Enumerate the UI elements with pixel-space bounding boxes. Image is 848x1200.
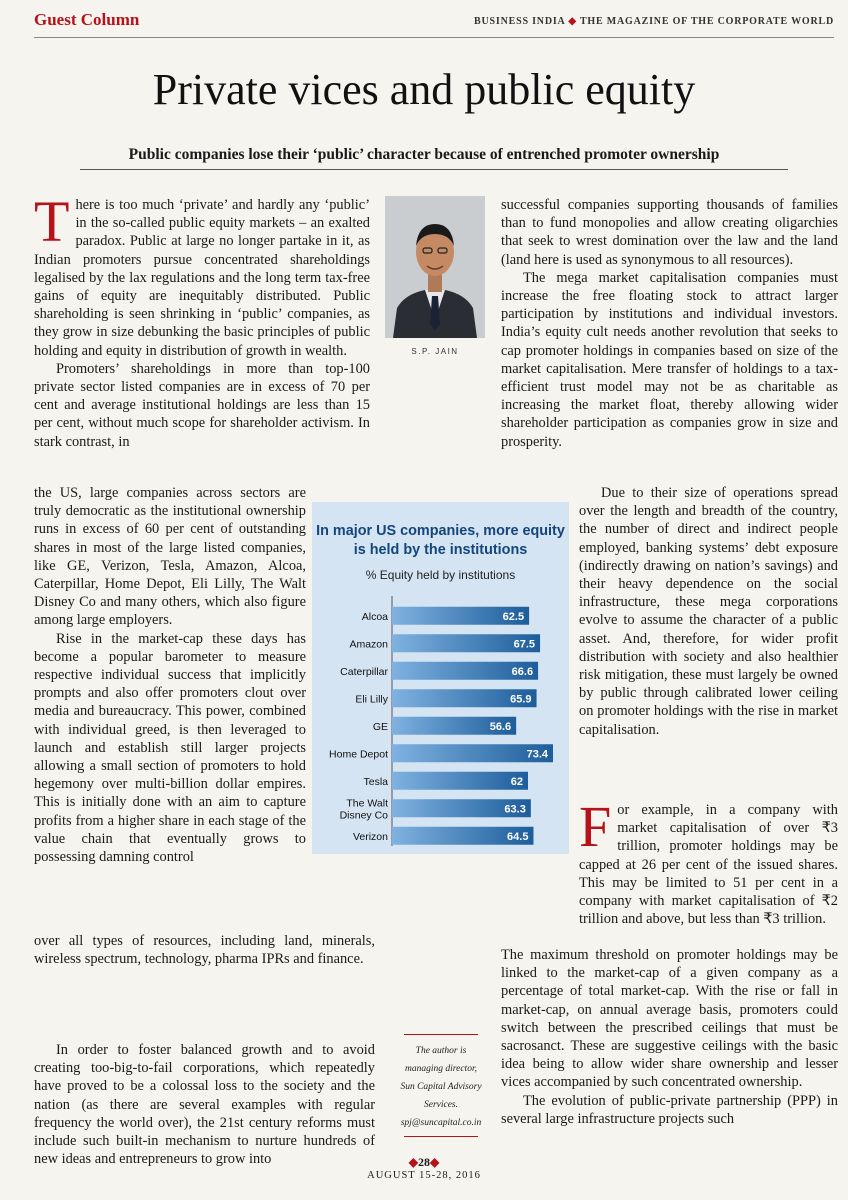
body-paragraph: In order to foster balanced growth and to avoid creating too-big-to-fail corporations, which repeatedly have proved to be a colossal loss to the society and the nation (as there are several examples with regular frequency the world over), the 21st century reforms must include such built-in mechanism to nurture hundreds of new ideas and entrepreneurs to grow into xyxy=(34,1042,375,1168)
chart-value-label: 65.9 xyxy=(510,693,532,706)
chart-category-label: Alcoa xyxy=(361,610,388,623)
author-note-line: managing director, xyxy=(405,1064,477,1074)
header-rule xyxy=(34,37,834,38)
masthead xyxy=(474,16,834,27)
chart-category-label: Tesla xyxy=(363,775,388,788)
author-note xyxy=(390,1042,492,1132)
chart-title: In major US companies, more equity is held by the institutions xyxy=(316,523,565,558)
chart-value-label: 64.5 xyxy=(507,830,529,843)
body-paragraph: or example, in a company with market capitalisation of over ₹3 trillion, promoter holdings may be capped at 26 per cent of the issued shares. This may be limited to 51 per cent in a company with market capitalisation of ₹2 trillion and above, but less than ₹3 trillion. xyxy=(579,802,838,928)
chart-value-label: 62 xyxy=(510,775,523,788)
body-paragraph: Due to their size of operations spread over the length and breadth of the country, the number of direct and indirect people employed, banking systems’ debt exposure (indirectly drawing on nation’s savings) and their heavy dependence on the social infrastructure, these mega corporations evolve to assume the character of a public asset. And, therefore, for wider profit distribution with society and also healthier risk mitigation, these must largely be owned by public through calibrated lower ceiling on promoter holdings with the rise in market capitalisation. xyxy=(579,485,838,738)
chart-category-label: Amazon xyxy=(349,638,388,651)
author-note-rule-top xyxy=(404,1034,478,1035)
chart-value-label: 66.6 xyxy=(511,665,534,678)
chart-category-label: GE xyxy=(372,720,388,733)
body-paragraph: The evolution of public-private partnership (PPP) in several large infrastructure projects such xyxy=(501,1092,838,1127)
chart-value-label: 67.5 xyxy=(513,638,536,651)
folio-marker-right: ◆ xyxy=(430,1155,440,1169)
body-paragraph: The mega market capitalisation companies must increase the free floating stock to attract larger participation by institutions and individual investors. India’s equity cult needs another revolution that seeks to cap promoter holdings in companies based on size of the market capitalisation. Mere transfer of holdings to a tax-efficient trust model may not be as charitable as increasing the market float, thereby allowing wider shareholder participation as companies grow in size and prosperity. xyxy=(501,269,838,450)
section-label: Guest Column xyxy=(34,10,140,29)
body-paragraph: The maximum threshold on promoter holdings may be linked to the market-cap of a given company as a percentage of total market-cap. With the rise or fall in market-cap, on annual average basis, promoters could switch between the prescribed ceilings that must be sacrosanct. These are suggestive ceilings with the basic idea being to allow wider share ownership and lesser vices accompanied by such concentrated ownership. xyxy=(501,947,838,1091)
photo-caption: S.P. JAIN xyxy=(411,347,459,356)
deck-rule xyxy=(80,169,788,170)
chart-category-label: Disney Co xyxy=(339,809,388,822)
page-number-value: 28 xyxy=(418,1155,430,1169)
author-note-line: Sun Capital Advisory xyxy=(400,1082,482,1092)
publication-tagline: THE MAGAZINE OF THE CORPORATE WORLD xyxy=(579,16,834,27)
body-column-right-bottom xyxy=(501,946,838,1128)
author-note-line: The author is xyxy=(415,1046,467,1056)
author-portrait-image xyxy=(385,196,485,338)
drop-cap: F xyxy=(579,794,612,859)
chart-value-label: 62.5 xyxy=(502,610,525,623)
body-column-left-top xyxy=(34,189,370,451)
chart-category-label: Eli Lilly xyxy=(355,693,388,706)
body-paragraph: successful companies supporting thousands of families than to fund monopolies and allow creating oligarchies that seek to wrest domination over the law and the land (land here is used as synonymous to all resources). xyxy=(501,197,838,268)
body-column-right-top xyxy=(501,196,838,451)
chart-category-label: The Walt xyxy=(346,797,388,810)
issue-date: AUGUST 15-28, 2016 xyxy=(367,1170,481,1181)
author-note-rule-bottom xyxy=(404,1136,478,1137)
masthead-separator: ◆ xyxy=(568,16,577,27)
body-paragraph: here is too much ‘private’ and hardly any ‘public’ in the so-called public equity markets – an exalted paradox. Public at large no longer partake in it, as Indian promoters pursue concentrated shareholdings legalised by the lax regulations and the long term tax-free gains of equity are inequitably distributed. Public shareholding is seen shrinking in ‘public’ companies, as they grow in size debunking the basic principles of public holding and equity in distribution of growth in wealth. xyxy=(34,197,370,359)
body-paragraph: Rise in the market-cap these days has become a popular barometer to measure respective individual success that implicitly prompts and also offer promoters clout over media and bureaucracy. This power, combined with individual greed, is then leveraged to launch and establish still larger projects allowing a small section of promoters to hold hegemony over multi-billion dollar empires. This is initially done with an aim to capture profits from a higher share in each stage of the value chain that eventually grows to possessing damning control xyxy=(34,630,306,866)
body-paragraph: over all types of resources, including land, minerals, wireless spectrum, technology, pharma IPRs and finance. xyxy=(34,933,375,968)
body-paragraph: Promoters’ shareholdings in more than top-100 private sector listed companies are in excess of 70 per cent and average institutional holdings are less than 15 per cent, without much scope for shareholder activism. In stark contrast, in xyxy=(34,360,370,450)
author-email: spj@suncapital.co.in xyxy=(400,1118,482,1128)
folio-marker-left: ◆ xyxy=(408,1155,418,1169)
body-paragraph: the US, large companies across sectors are truly democratic as the institutional ownership runs in excess of 60 per cent of outstanding shares in most of the large listed companies, like GE, Verizon, Tesla, Amazon, Alcoa, Caterpillar, Home Depot, Eli Lilly, The Walt Disney Co and many others, which also figure among large employers. xyxy=(34,485,306,629)
publication-name: BUSINESS INDIA xyxy=(474,16,566,27)
body-column-right-middle xyxy=(579,484,838,739)
body-column-right-example xyxy=(579,794,838,928)
chart-category-label: Verizon xyxy=(352,830,388,843)
drop-cap: T xyxy=(34,189,70,254)
page-number xyxy=(0,1155,848,1170)
chart-category-label: Home Depot xyxy=(329,748,388,761)
article-deck: Public companies lose their ‘public’ character because of entrenched promoter ownership xyxy=(128,146,720,163)
author-photo xyxy=(385,196,485,338)
chart-value-label: 63.3 xyxy=(504,803,526,816)
article-title: Private vices and public equity xyxy=(152,65,696,114)
bar-chart xyxy=(312,596,569,846)
body-column-left-middle xyxy=(34,484,306,866)
author-note-line: Services. xyxy=(423,1100,459,1110)
body-column-left-continue xyxy=(34,932,375,968)
chart-subtitle: % Equity held by institutions xyxy=(365,568,516,582)
chart-category-label: Caterpillar xyxy=(340,665,388,678)
chart-value-label: 56.6 xyxy=(489,720,512,733)
chart-value-label: 73.4 xyxy=(526,748,548,761)
chart-bar xyxy=(392,772,528,790)
body-column-left-bottom xyxy=(34,1041,375,1168)
